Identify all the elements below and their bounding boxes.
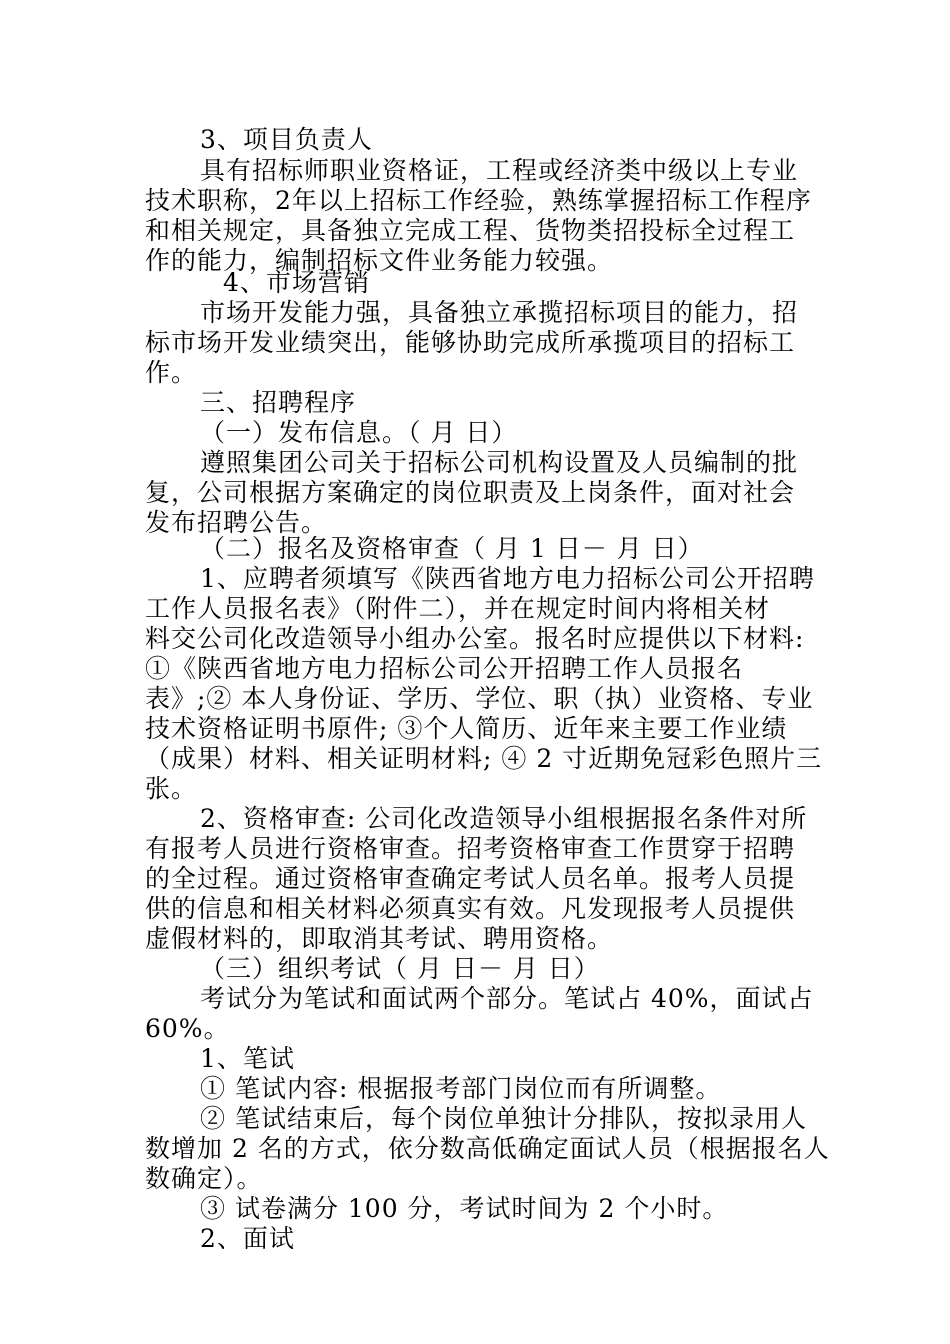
paragraph-line: 虚假材料的，即取消其考试、聘用资格。 (145, 924, 614, 953)
paragraph-line: 考试分为笔试和面试两个部分。笔试占 40%，面试占 (200, 984, 814, 1013)
paragraph-line: 的全过程。通过资格审查确定考试人员名单。报考人员提 (145, 864, 796, 893)
paragraph-line: 表》;② 本人身份证、学历、学位、职（执）业资格、专业 (145, 684, 814, 713)
paragraph-line: 市场开发能力强，具备独立承揽招标项目的能力，招 (200, 298, 799, 327)
heading-publish-info: （一）发布信息。（ 月 日） (200, 418, 518, 447)
paragraph-line: 遵照集团公司关于招标公司机构设置及人员编制的批 (200, 448, 799, 477)
paragraph-line: 复，公司根据方案确定的岗位职责及上岗条件，面对社会 (145, 478, 796, 507)
heading-written-exam: 1、笔试 (200, 1044, 295, 1073)
paragraph-line: ① 笔试内容: 根据报考部门岗位而有所调整。 (200, 1074, 722, 1103)
heading-project-leader: 3、项目负责人 (200, 125, 373, 154)
paragraph-line: 发布招聘公告。 (145, 508, 328, 537)
paragraph-line: 2、资格审查: 公司化改造领导小组根据报名条件对所 (200, 804, 808, 833)
heading-marketing: 4、市场营销 (223, 268, 370, 297)
paragraph-line: 技术职称，2年以上招标工作经验，熟练掌握招标工作程序 (145, 186, 812, 215)
heading-registration: （二）报名及资格审查（ 月 1 日－ 月 日） (200, 534, 704, 563)
heading-interview: 2、面试 (200, 1224, 295, 1253)
paragraph-line: 技术资格证明书原件; ③个人简历、近年来主要工作业绩 (145, 714, 788, 743)
paragraph-line: ② 笔试结束后，每个岗位单独计分排队，按拟录用人 (200, 1104, 807, 1133)
paragraph-line: 数确定）。 (145, 1164, 263, 1193)
heading-organize-exam: （三）组织考试（ 月 日－ 月 日） (200, 954, 600, 983)
heading-recruitment-procedure: 三、招聘程序 (200, 388, 357, 417)
paragraph-line: 供的信息和相关材料必须真实有效。凡发现报考人员提供 (145, 894, 796, 923)
paragraph-line: 数增加 2 名的方式，依分数高低确定面试人员（根据报名人 (145, 1134, 830, 1163)
paragraph-line: 作。 (145, 358, 198, 387)
paragraph-line: 1、应聘者须填写《陕西省地方电力招标公司公开招聘 (200, 564, 815, 593)
paragraph-line: ③ 试卷满分 100 分，考试时间为 2 个小时。 (200, 1194, 729, 1223)
paragraph-line: 和相关规定，具备独立完成工程、货物类招投标全过程工 (145, 216, 796, 245)
paragraph-line: 具有招标师职业资格证，工程或经济类中级以上专业 (200, 156, 799, 185)
paragraph-line: 标市场开发业绩突出，能够协助完成所承揽项目的招标工 (145, 328, 796, 357)
paragraph-line: ①《陕西省地方电力招标公司公开招聘工作人员报名 (145, 654, 744, 683)
paragraph-line: 作的能力，编制招标文件业务能力较强。 (145, 246, 614, 275)
paragraph-line: 料交公司化改造领导小组办公室。报名时应提供以下材料: (145, 624, 805, 653)
paragraph-line: 60%。 (145, 1014, 230, 1043)
paragraph-line: （成果）材料、相关证明材料; ④ 2 寸近期免冠彩色照片三 (145, 744, 823, 773)
paragraph-line: 有报考人员进行资格审查。招考资格审查工作贯穿于招聘 (145, 834, 796, 863)
paragraph-line: 张。 (145, 774, 198, 803)
paragraph-line: 工作人员报名表》（附件二），并在规定时间内将相关材 (145, 594, 771, 623)
